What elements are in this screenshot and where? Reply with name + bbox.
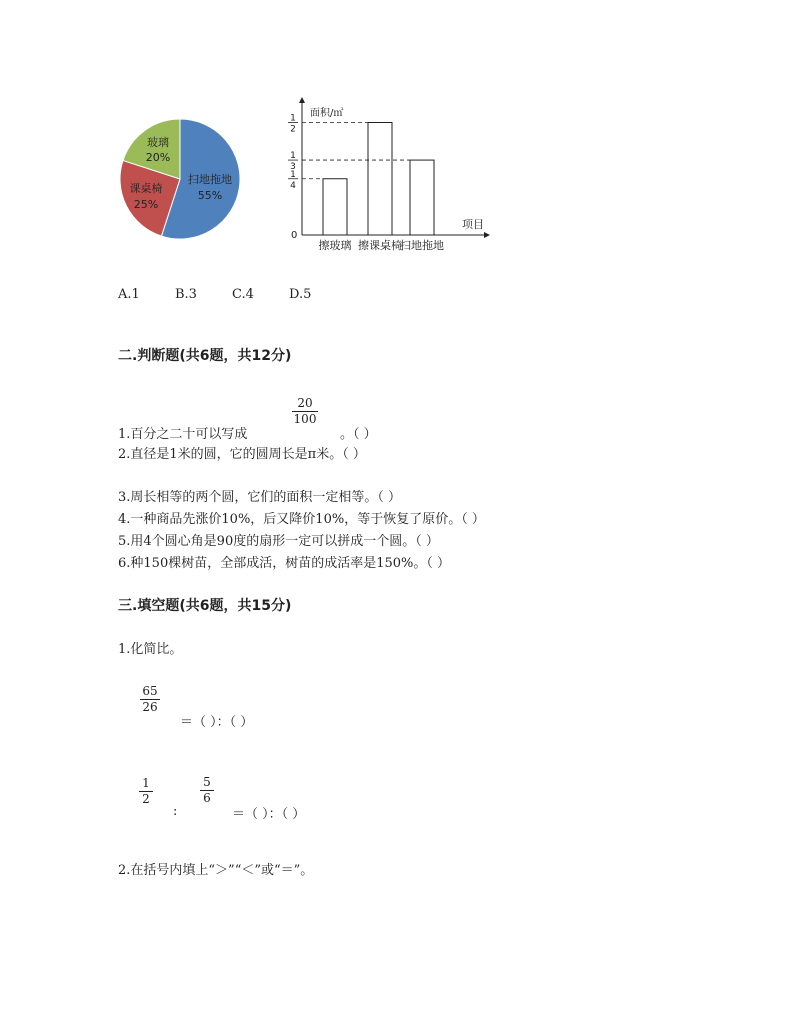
expr2-a-num: 1 [142, 776, 150, 790]
y-axis-label: 面积/㎡ [310, 108, 344, 119]
judge-q1-frac-num: 20 [297, 396, 313, 410]
expr1-answer-blanks: ＝（ ）：（ ） [180, 715, 254, 730]
x-tick-label: 擦玻璃 [318, 239, 352, 252]
expr1-fraction [140, 685, 160, 714]
judge-q2: 2.直径是1米的圆，它的圆周长是π米。（ ） [118, 447, 366, 462]
section3-title: 三.填空题(共6题，共15分) [118, 598, 292, 614]
expr2-fraction-a [139, 777, 153, 806]
judge-q1-fraction [292, 397, 318, 426]
option-a: A.1 [118, 287, 140, 302]
option-b: B.3 [175, 287, 197, 302]
pie-label-desk-name: 课桌椅 [129, 182, 163, 195]
pie-label-glass-name: 玻璃 [147, 136, 169, 149]
expr2-fraction-b [200, 776, 214, 805]
expr2-colon: : [173, 804, 178, 819]
pie-label-sweep-name: 扫地拖地 [188, 173, 232, 186]
expr1-den: 26 [142, 700, 158, 714]
expr2-b-den: 6 [203, 791, 211, 805]
expr1-num: 65 [142, 684, 158, 698]
x-tick-label: 擦课桌椅 [358, 239, 402, 252]
section2-title: 二.判断题(共6题，共12分) [118, 348, 292, 364]
fill-q2-title: 2.在括号内填上“＞”“＜”或“＝”。 [118, 863, 314, 878]
expr2-b-num: 5 [203, 775, 211, 789]
expr2-a-den: 2 [142, 792, 150, 806]
origin-label: 0 [291, 230, 298, 241]
pie-label-desk-percent: 25% [133, 198, 159, 211]
y-tick-numerator: 1 [290, 169, 296, 180]
x-tick-label: 扫地拖地 [400, 239, 444, 252]
pie-label-sweep-percent: 55% [197, 189, 223, 202]
bar-chart [282, 96, 492, 256]
judge-q5: 5.用4个圆心角是90度的扇形一定可以拼成一个圆。（ ） [118, 534, 439, 549]
x-axis-label: 项目 [462, 218, 484, 231]
fill-q1-title: 1.化简比。 [118, 642, 183, 657]
y-tick-numerator: 1 [290, 151, 296, 162]
option-d: D.5 [289, 287, 312, 302]
bar-2 [368, 123, 392, 236]
judge-q6: 6.种150棵树苗，全部成活，树苗的成活率是150%。（ ） [118, 556, 451, 571]
bar-3 [410, 160, 434, 235]
expr2-answer-blanks: ＝（ ）：（ ） [232, 807, 306, 822]
judge-q4: 4.一种商品先涨价10%，后又降价10%，等于恢复了原价。（ ） [118, 512, 485, 527]
option-c: C.4 [232, 287, 254, 302]
pie-chart [110, 110, 250, 250]
pie-label-glass-percent: 20% [145, 151, 171, 164]
judge-q1-frac-den: 100 [293, 412, 317, 426]
bar-1 [323, 179, 347, 235]
judge-q1-suffix: 。（ ） [340, 427, 377, 442]
judge-q1-prefix: 1.百分之二十可以写成 [118, 427, 248, 442]
y-tick-denominator: 2 [290, 124, 296, 135]
y-tick-denominator: 4 [290, 180, 296, 191]
judge-q3: 3.周长相等的两个圆，它们的面积一定相等。（ ） [118, 490, 402, 505]
y-tick-numerator: 1 [290, 113, 296, 124]
y-tick-denominator: 3 [290, 162, 296, 173]
